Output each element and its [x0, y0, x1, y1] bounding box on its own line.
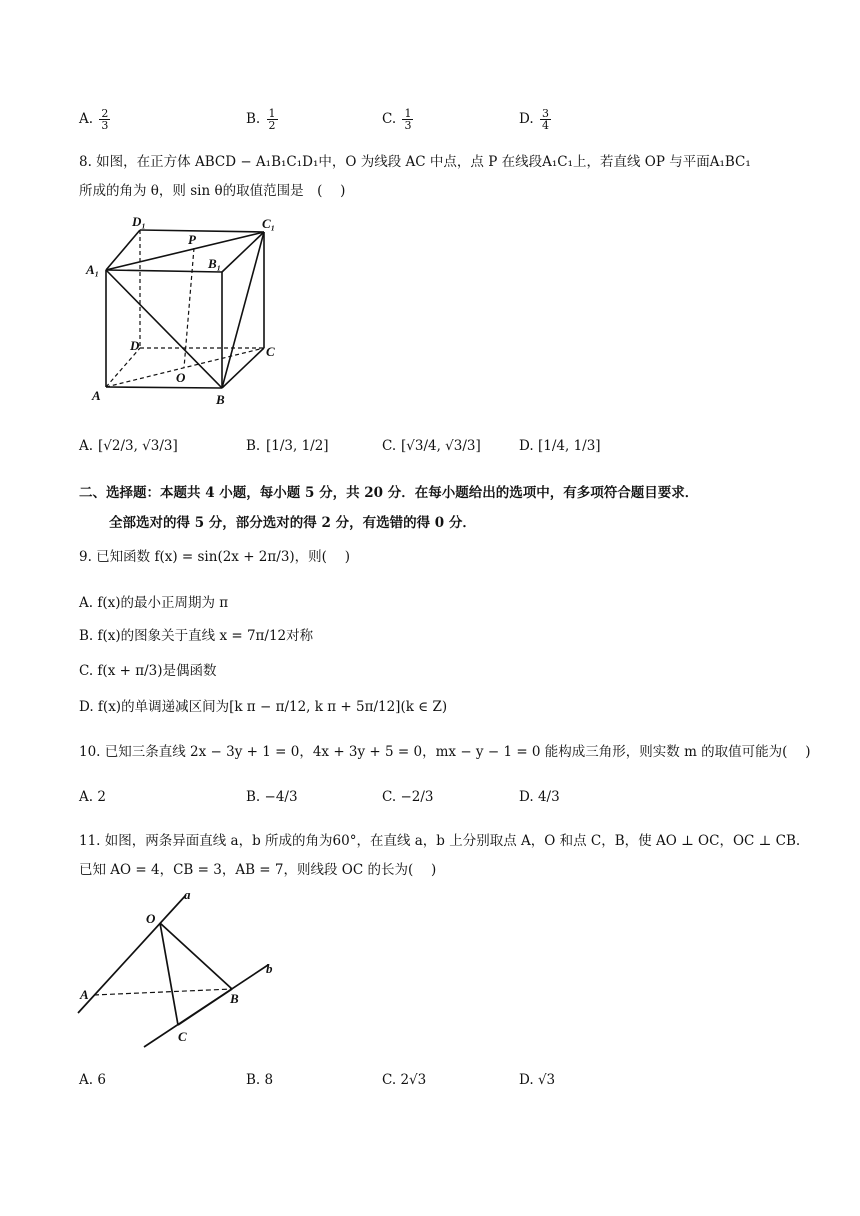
q8-option-b: B. [246, 438, 261, 454]
q7-option-b: B. $\frac{1}{2}$ [246, 107, 276, 132]
section2-scoring: 全部选对的得 5 分，部分选对的得 2 分，有选错的得 0 分． [109, 515, 476, 531]
q9-stem: 9. 已知函数 f(x) = sin(2x + 2π/3)，则( ) [79, 549, 350, 565]
label-p: P [188, 232, 196, 247]
q11-stem-line1: 11. 如图，两条异面直线 a，b 所成的角为60°，在直线 a，b 上分别取点 A，O 和点 C，B，使 AO ⊥ OC，OC ⊥ CB. [79, 833, 801, 849]
q8-option-a-text: [√2/3, √3/3] [98, 438, 178, 454]
q8-stem-line2: 所成的角为 θ，则 sin θ的取值范围是 ( ) [79, 183, 346, 199]
q7-option-a: A. $\frac{2}{3}$ [79, 107, 109, 132]
label-d1: D₁ [132, 214, 146, 229]
q11-option-b: B. 8 [246, 1072, 274, 1088]
section2-heading: 二、选择题：本题共 4 小题，每小题 5 分，共 20 分．在每小题给出的选项中，有多项符合题目要求． [79, 485, 699, 501]
label-a-line: a [184, 887, 191, 902]
q10-stem: 10. 已知三条直线 2x − 3y + 1 = 0，4x + 3y + 5 = 0，mx − y − 1 = 0 能构成三角形，则实数 m 的取值可能为( ) [79, 744, 811, 760]
q8-stem-line1: 8. 如图，在正方体 ABCD − A₁B₁C₁D₁中，O 为线段 AC 中点，点 P 在线段A₁C₁上，若直线 OP 与平面A₁BC₁ [79, 154, 751, 170]
q8-option-d-text: [1/4, 1/3] [538, 438, 601, 454]
label-b: B [216, 392, 225, 407]
q11-stem-line2: 已知 AO = 4，CB = 3，AB = 7，则线段 OC 的长为( ) [79, 862, 437, 878]
label-o: O [176, 370, 186, 385]
label-a: A [80, 987, 89, 1002]
label-b1: B₁ [208, 256, 222, 271]
label-c: C [266, 344, 275, 359]
q10-option-a: A. 2 [79, 789, 106, 805]
q11-option-a: A. 6 [79, 1072, 106, 1088]
skew-lines-figure [76, 885, 286, 1055]
q9-option-b: B. f(x)的图象关于直线 x = 7π/12对称 [79, 628, 314, 644]
q8-option-a: A. [79, 438, 94, 454]
q8-option-d: D. [519, 438, 534, 454]
q11-option-c: C. 2√3 [382, 1072, 427, 1088]
cube-figure [84, 210, 284, 410]
q8-option-c-text: [√3/4, √3/3] [401, 438, 481, 454]
q10-option-d: D. 4/3 [519, 789, 560, 805]
label-o: O [146, 911, 156, 926]
label-c: C [178, 1029, 187, 1044]
q8-option-b-text: [1/3, 1/2] [266, 438, 329, 454]
q9-option-c: C. f(x + π/3)是偶函数 [79, 663, 217, 679]
q7-option-d: D. $\frac{3}{4}$ [519, 107, 549, 132]
label-a: A [92, 388, 101, 403]
q7-option-c: C. $\frac{1}{3}$ [382, 107, 412, 132]
q10-option-b: B. −4/3 [246, 789, 298, 805]
label-d: D [130, 338, 140, 353]
q10-option-c: C. −2/3 [382, 789, 434, 805]
q11-option-d: D. √3 [519, 1072, 556, 1088]
q8-option-c: C. [382, 438, 397, 454]
q9-option-d: D. f(x)的单调递减区间为[k π − π/12, k π + 5π/12](k ∈ Z) [79, 699, 448, 715]
label-c1: C₁ [262, 216, 276, 231]
q9-option-a: A. f(x)的最小正周期为 π [79, 595, 229, 611]
label-a1: A₁ [86, 262, 100, 277]
label-b-line: b [266, 961, 273, 976]
label-b: B [230, 991, 239, 1006]
